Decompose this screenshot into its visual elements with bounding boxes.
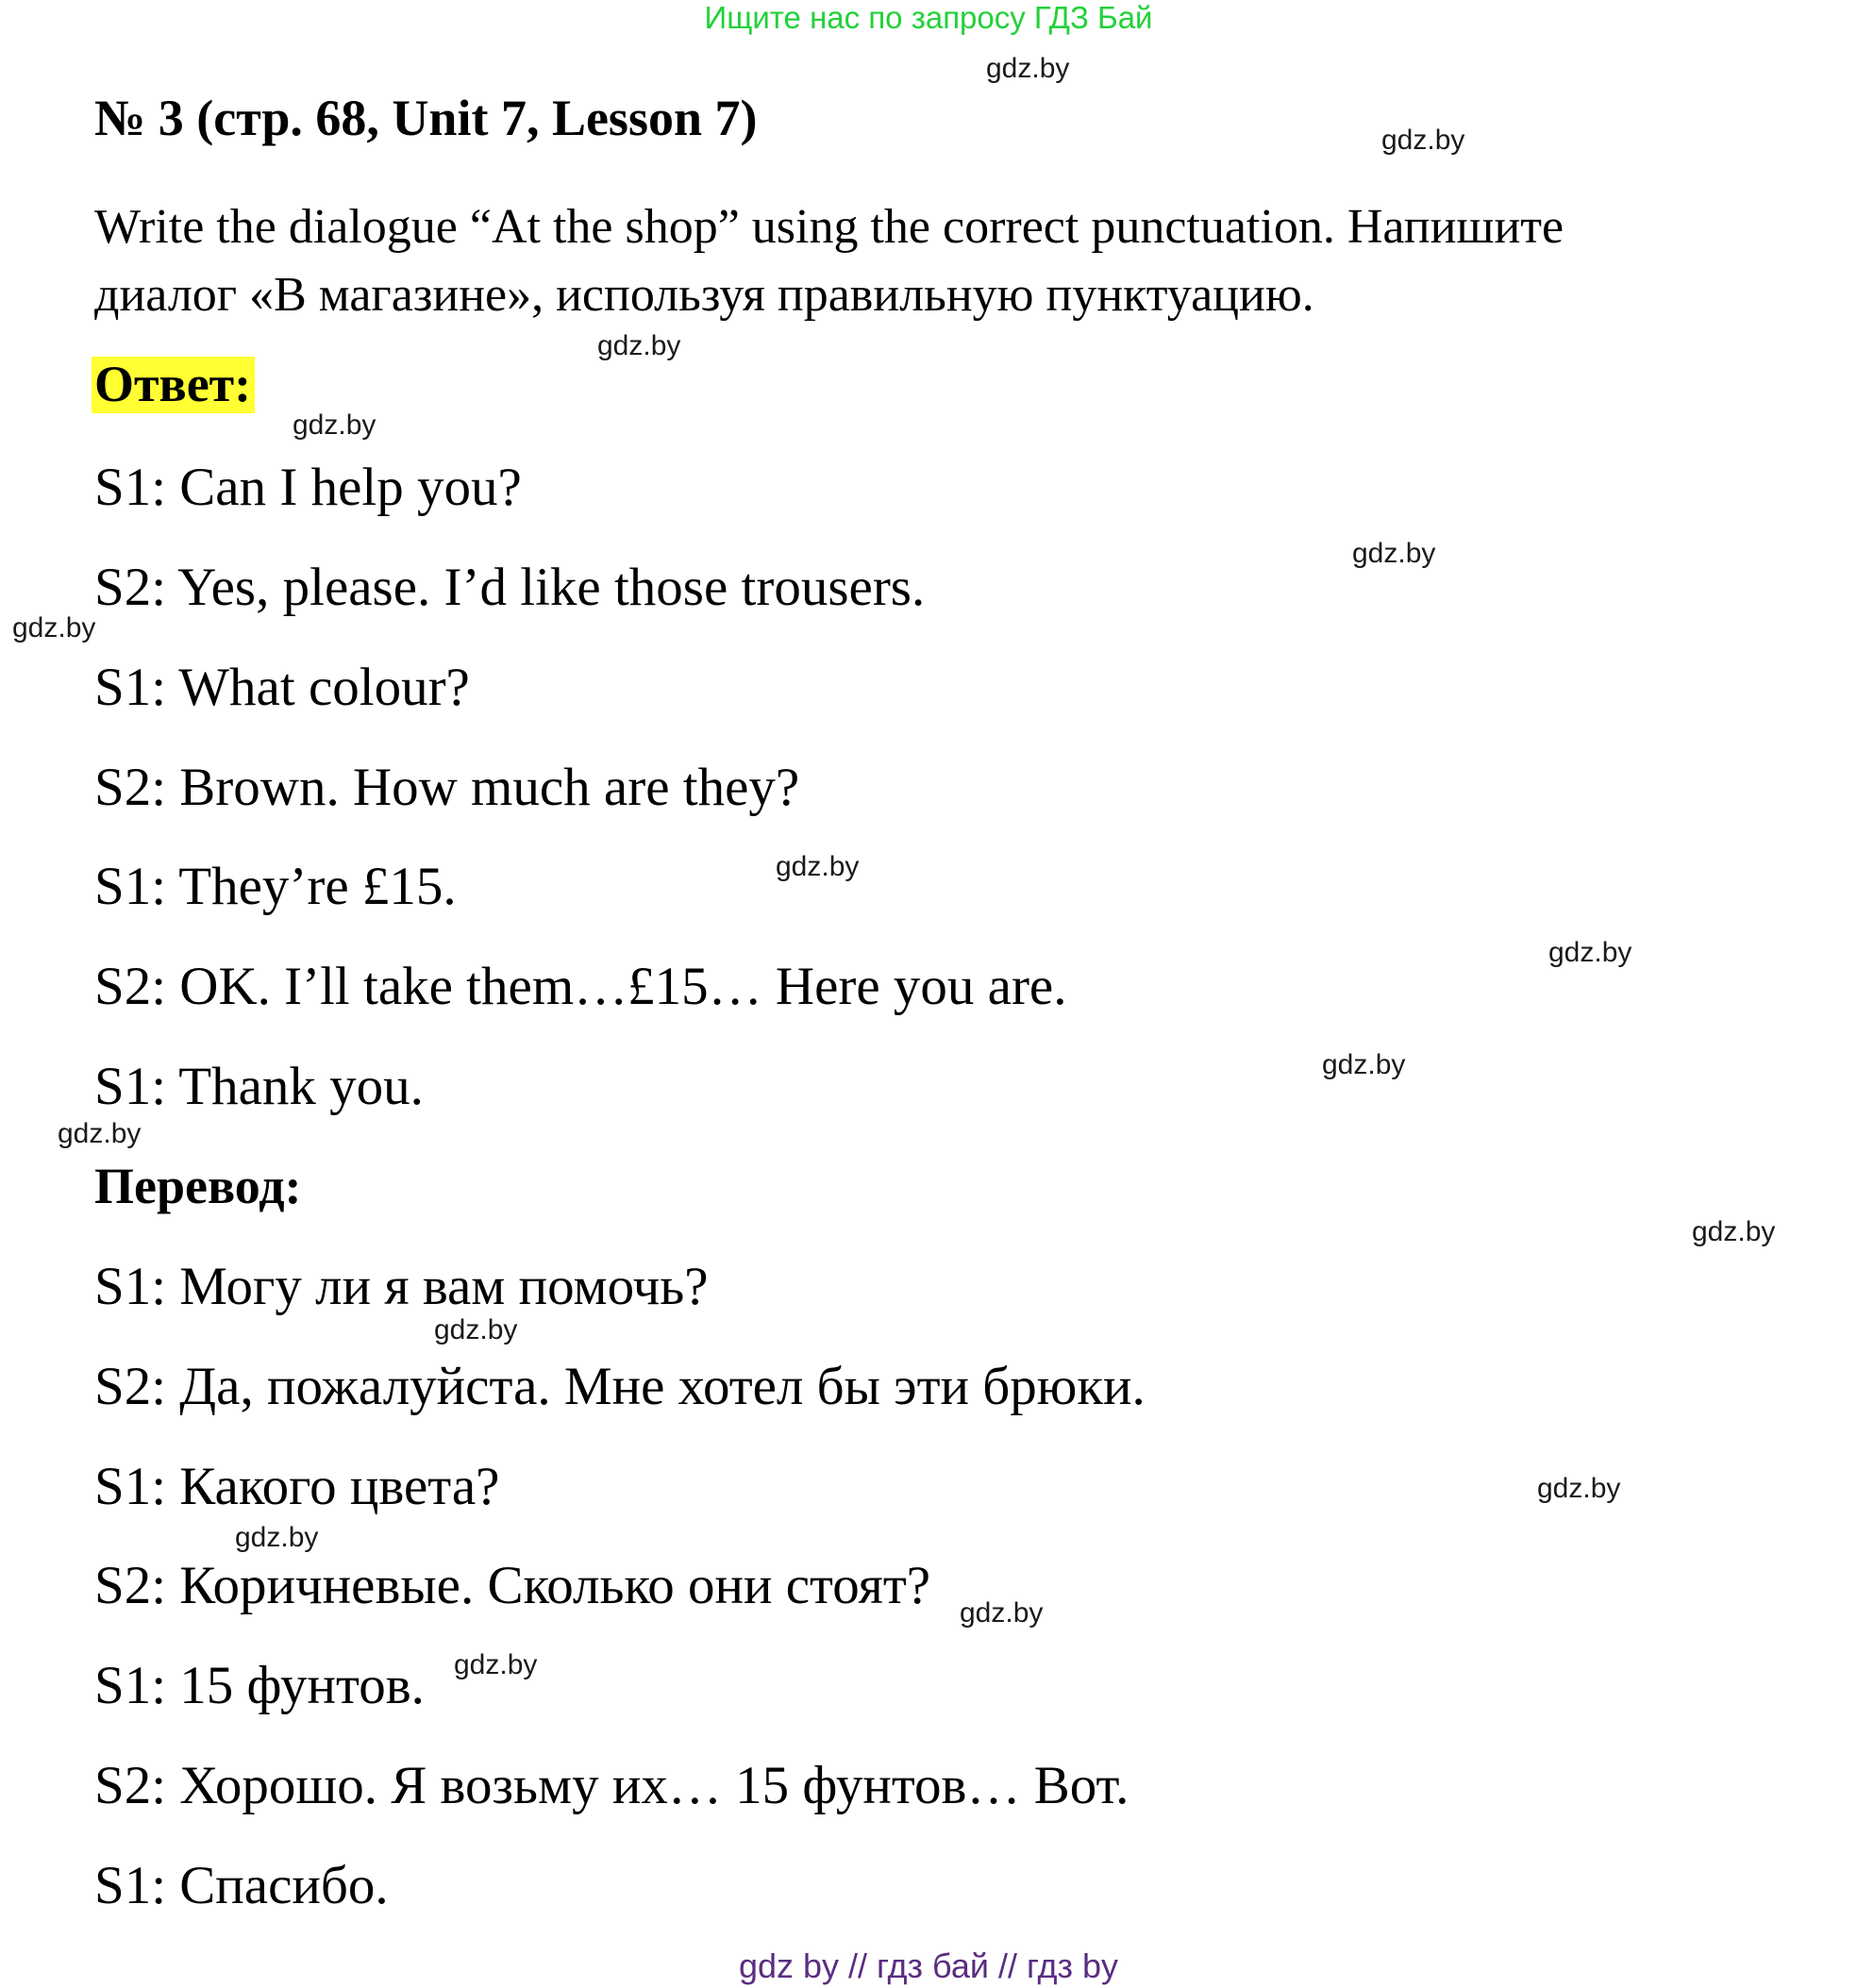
translation-line: S1: Спасибо.: [94, 1856, 389, 1915]
dialogue-line: S1: Can I help you?: [94, 458, 522, 517]
watermark: gdz.by: [454, 1649, 538, 1680]
watermark: gdz.by: [434, 1314, 518, 1345]
task-line-2: диалог «В магазине», используя правильную пунктуацию.: [94, 268, 1314, 322]
translation-line: S2: Коричневые. Сколько они стоят?: [94, 1556, 931, 1615]
translation-label: Перевод:: [94, 1158, 302, 1214]
translation-line: S1: Могу ли я вам помочь?: [94, 1257, 709, 1316]
watermark: gdz.by: [1352, 538, 1436, 569]
watermark: gdz.by: [776, 851, 860, 882]
translation-line: S1: Какого цвета?: [94, 1457, 500, 1516]
watermark: gdz.by: [1322, 1049, 1406, 1080]
watermark: gdz.by: [293, 409, 376, 441]
watermark: gdz.by: [597, 330, 681, 361]
dialogue-line: S1: They’re £15.: [94, 857, 457, 916]
watermark: gdz.by: [58, 1118, 142, 1149]
dialogue-line: S2: Brown. How much are they?: [94, 758, 800, 817]
dialogue-line: S2: OK. I’ll take them…£15… Here you are.: [94, 957, 1067, 1016]
dialogue-line: S2: Yes, please. I’d like those trousers.: [94, 558, 926, 617]
watermark: gdz.by: [12, 612, 96, 643]
translation-line: S2: Хорошо. Я возьму их… 15 фунтов… Вот.: [94, 1756, 1129, 1815]
watermark: gdz.by: [1548, 937, 1632, 968]
task-line-1: Write the dialogue “At the shop” using the correct punctuation. Напишите: [94, 200, 1564, 254]
watermark: gdz.by: [1537, 1473, 1621, 1504]
top-banner: Ищите нас по запросу ГДЗ Бай: [704, 0, 1153, 35]
watermark: gdz.by: [235, 1522, 319, 1553]
dialogue-line: S1: What colour?: [94, 658, 470, 717]
page-title: № 3 (стр. 68, Unit 7, Lesson 7): [94, 90, 758, 146]
watermark: gdz.by: [986, 53, 1070, 84]
answer-label: Ответ:: [92, 357, 255, 413]
watermark: gdz.by: [1381, 125, 1465, 156]
dialogue-line: S1: Thank you.: [94, 1057, 424, 1116]
watermark: gdz.by: [960, 1597, 1044, 1629]
footer-links: gdz by // гдз бай // гдз by: [738, 1946, 1119, 1985]
watermark: gdz.by: [1692, 1216, 1776, 1247]
translation-line: S2: Да, пожалуйста. Мне хотел бы эти брюки.: [94, 1357, 1146, 1416]
translation-line: S1: 15 фунтов.: [94, 1656, 425, 1715]
task-text: [94, 193, 1793, 329]
